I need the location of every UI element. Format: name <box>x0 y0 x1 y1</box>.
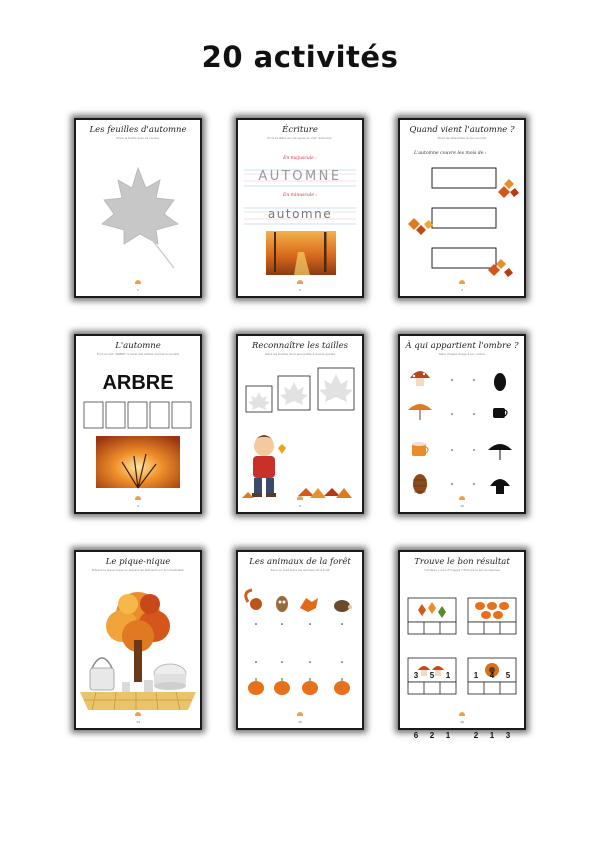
activity-card-picnic[interactable] <box>74 550 202 730</box>
card-subtitle: Écris le mot "ARBRE" à l'aide des lettres comme le modèle <box>96 352 180 356</box>
activity-card-sizes[interactable] <box>236 334 364 514</box>
logo-icon <box>459 712 465 716</box>
card-title: À qui appartient l'ombre ? <box>405 341 519 351</box>
card-footer <box>238 269 362 292</box>
count-option[interactable]: 1 <box>489 731 495 740</box>
card-footer <box>76 485 200 508</box>
count-option[interactable]: 3 <box>413 671 419 680</box>
logo-icon <box>459 496 465 500</box>
card-subtitle: Trace un trait entre les animaux et la forêt <box>270 568 330 572</box>
basket-icon <box>90 658 114 690</box>
squirrel-icon <box>246 590 262 610</box>
activity-card-counting[interactable] <box>398 550 526 740</box>
logo-icon <box>135 280 141 284</box>
owl-icon <box>276 596 288 612</box>
logo-icon <box>297 496 303 500</box>
card-footer <box>238 485 362 508</box>
page-number: 14 <box>136 720 140 724</box>
card-subtitle: Prépare le pique-nique en plaçant les éléments sur ton illustration <box>91 568 185 572</box>
page-number: 15 <box>298 720 302 724</box>
count-option[interactable]: 1 <box>445 731 451 740</box>
card-title: Le pique-nique <box>105 557 171 567</box>
page-number: 1 <box>137 288 139 292</box>
logo-icon <box>135 496 141 500</box>
card-subtitle: Place les feuilles de la plus petite à la plus grande <box>264 352 336 356</box>
model-word: ARBRE <box>102 372 174 394</box>
card-title: Quand vient l'automne ? <box>409 125 515 135</box>
card-footer <box>76 701 200 724</box>
card-subtitle: Combien y a-t-il d'images ? Entoure la bonne réponse <box>424 568 500 572</box>
page-number: 10 <box>460 504 464 508</box>
page-number: 2 <box>299 288 301 292</box>
count-option[interactable]: 5 <box>505 671 511 680</box>
umbrella-icon <box>408 404 432 420</box>
card-subtitle: Place les étiquettes au bon endroit <box>437 136 487 140</box>
card-footer <box>238 701 362 724</box>
card-footer <box>76 269 200 292</box>
activity-card-shadows[interactable] <box>398 334 526 514</box>
card-footer <box>400 701 524 724</box>
card-subtitle: Peins la feuille avec sa couleur <box>116 136 160 140</box>
card-title: Les feuilles d'automne <box>89 125 187 135</box>
hot-cocoa-icon <box>412 442 428 456</box>
page-heading: 20 activités <box>201 40 399 74</box>
pumpkin-icon <box>248 681 350 695</box>
count-option[interactable]: 2 <box>429 731 435 740</box>
card-title: Écriture <box>282 125 318 135</box>
logo-icon <box>297 712 303 716</box>
page-number: 16 <box>460 720 464 724</box>
activity-card-autumn-leaves[interactable] <box>74 118 202 298</box>
card-title: Les animaux de la forêt <box>249 557 351 567</box>
count-option[interactable]: 1 <box>473 671 479 680</box>
card-subtitle: Relie chaque image à son ombre <box>439 352 485 356</box>
card-footer <box>400 485 524 508</box>
count-option[interactable]: 1 <box>445 671 451 680</box>
count-option[interactable]: 4 <box>489 671 495 680</box>
activity-card-forest-animals[interactable] <box>236 550 364 730</box>
activity-card-writing[interactable] <box>236 118 364 298</box>
card-footer <box>400 269 524 292</box>
card-subtitle: Écris ta lettre sur les lignes du mot "automne" <box>267 136 333 140</box>
page-number: 5 <box>299 504 301 508</box>
count-option[interactable]: 6 <box>413 731 419 740</box>
card-title: L'automne <box>115 341 161 351</box>
card-title: Trouve le bon résultat <box>414 557 510 567</box>
logo-icon <box>135 712 141 716</box>
count-option[interactable]: 2 <box>473 731 479 740</box>
logo-icon <box>459 280 465 284</box>
page-number: 3 <box>461 288 463 292</box>
logo-icon <box>297 280 303 284</box>
mushroom-hedgehog-icon <box>410 371 430 386</box>
hedgehog-icon <box>334 600 352 612</box>
count-option[interactable]: 5 <box>429 671 435 680</box>
card-title: Reconnaître les tailles <box>251 341 349 351</box>
count-option[interactable]: 3 <box>505 731 511 740</box>
shadow-silhouettes-icon <box>488 373 512 494</box>
activity-card-tree-word[interactable] <box>74 334 202 514</box>
label-lowercase: En minuscule : <box>283 193 317 198</box>
fox-icon <box>300 598 318 612</box>
traced-word-lowercase: automne <box>267 207 333 221</box>
month-question: L'automne couvre les mois de : <box>414 151 487 156</box>
pie-icon <box>154 664 186 690</box>
activity-card-when-autumn[interactable] <box>398 118 526 298</box>
page-number: 4 <box>137 504 139 508</box>
label-uppercase: En majuscule : <box>283 156 317 161</box>
traced-word-uppercase: AUTOMNE <box>258 169 342 184</box>
